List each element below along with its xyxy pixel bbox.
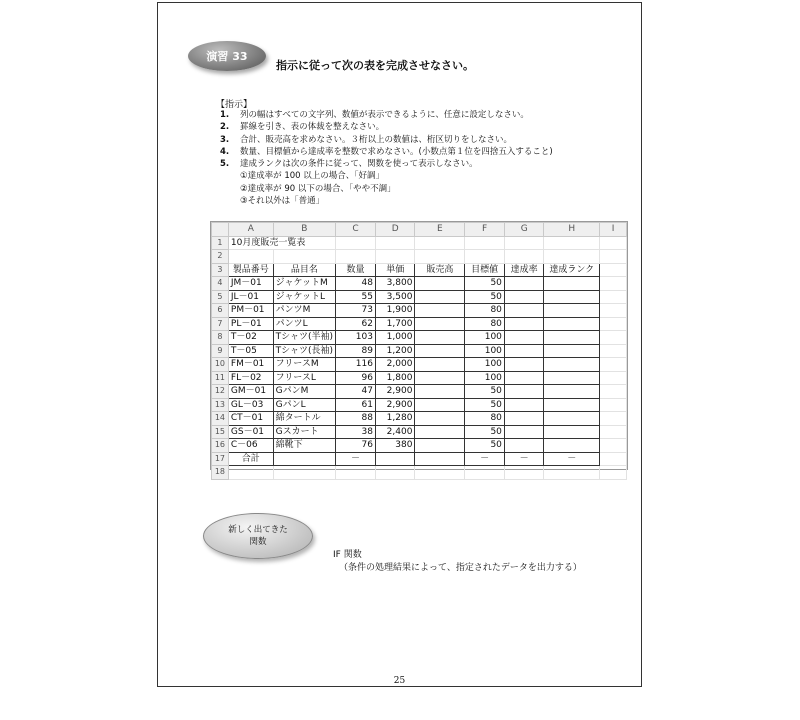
table-cell[interactable]: 100 — [465, 331, 505, 345]
table-cell[interactable]: 100 — [465, 358, 505, 372]
condition-item: ①達成率が 100 以上の場合、「好調」 — [240, 171, 384, 182]
cell[interactable] — [600, 304, 627, 318]
instruction-text: 列の幅はすべての文字列、数値が表示できるように、任意に設定しなさい。 — [240, 110, 529, 120]
table-cell[interactable] — [415, 398, 465, 412]
table-cell[interactable]: T－05 — [228, 344, 273, 358]
cell[interactable] — [600, 236, 627, 250]
table-cell[interactable] — [415, 425, 465, 439]
instruction-text: 合計、販売高を求めなさい。３桁以上の数値は、桁区切りをしなさい。 — [240, 134, 513, 145]
table-cell[interactable]: GパンL — [273, 398, 335, 412]
table-header-cell[interactable]: 単価 — [375, 263, 414, 277]
table-cell[interactable] — [544, 331, 600, 345]
table-cell[interactable]: 103 — [336, 331, 376, 345]
spreadsheet-body — [212, 223, 627, 480]
table-cell[interactable]: 55 — [336, 290, 376, 304]
total-cell[interactable] — [273, 452, 335, 466]
sheet-row — [212, 398, 627, 412]
sheet-row — [212, 317, 627, 331]
sheet-row — [212, 371, 627, 385]
column-header[interactable]: G — [504, 223, 544, 237]
cell[interactable] — [375, 466, 414, 480]
cell[interactable] — [228, 466, 273, 480]
table-cell[interactable]: 50 — [465, 425, 505, 439]
row-header[interactable]: 11 — [212, 371, 229, 385]
table-cell[interactable] — [504, 290, 544, 304]
table-cell[interactable] — [415, 290, 465, 304]
bubble-line: 関数 — [249, 537, 267, 547]
table-cell[interactable] — [504, 331, 544, 345]
table-cell[interactable]: PL－01 — [228, 317, 273, 331]
table-cell[interactable] — [415, 358, 465, 372]
cell[interactable] — [465, 250, 505, 264]
total-cell[interactable]: 合計 — [228, 452, 273, 466]
table-cell[interactable] — [544, 398, 600, 412]
table-cell[interactable]: FL－02 — [228, 371, 273, 385]
table-header-cell[interactable]: 達成率 — [504, 263, 544, 277]
instruction-item — [220, 158, 553, 170]
table-cell[interactable]: T－02 — [228, 331, 273, 345]
row-header[interactable]: 9 — [212, 344, 229, 358]
table-cell[interactable]: 48 — [336, 277, 376, 291]
sheet-row — [212, 331, 627, 345]
column-header[interactable]: D — [375, 223, 414, 237]
cell[interactable] — [600, 371, 627, 385]
total-cell[interactable]: － — [504, 452, 544, 466]
table-cell[interactable]: 62 — [336, 317, 376, 331]
instruction-number: 5. — [220, 159, 230, 170]
total-cell[interactable] — [375, 452, 414, 466]
table-cell[interactable] — [544, 371, 600, 385]
table-header-cell[interactable]: 品目名 — [273, 263, 335, 277]
table-cell[interactable]: 2,900 — [375, 385, 414, 399]
table-cell[interactable] — [415, 331, 465, 345]
column-header[interactable]: E — [415, 223, 465, 237]
new-function-bubble — [203, 513, 313, 559]
table-cell[interactable]: C－06 — [228, 439, 273, 453]
table-cell[interactable] — [504, 398, 544, 412]
cell[interactable] — [600, 398, 627, 412]
table-cell[interactable]: Tシャツ(長袖) — [273, 344, 335, 358]
cell[interactable] — [273, 250, 335, 264]
sheet-row — [212, 277, 627, 291]
table-cell[interactable]: 3,800 — [375, 277, 414, 291]
table-header-cell[interactable]: 目標値 — [465, 263, 505, 277]
table-cell[interactable]: 38 — [336, 425, 376, 439]
table-cell[interactable]: 116 — [336, 358, 376, 372]
table-cell[interactable] — [415, 304, 465, 318]
table-header-cell[interactable]: 数量 — [336, 263, 376, 277]
table-cell[interactable]: 綿靴下 — [273, 439, 335, 453]
cell[interactable] — [273, 466, 335, 480]
cell[interactable] — [600, 331, 627, 345]
instruction-number: 3. — [220, 134, 230, 145]
column-header[interactable]: B — [273, 223, 335, 237]
table-cell[interactable] — [415, 371, 465, 385]
row-header[interactable]: 8 — [212, 331, 229, 345]
table-cell[interactable]: 1,280 — [375, 412, 414, 426]
table-cell[interactable]: 50 — [465, 277, 505, 291]
cell[interactable] — [504, 236, 544, 250]
row-header[interactable]: 18 — [212, 466, 229, 480]
cell[interactable] — [600, 263, 627, 277]
function-description: （条件の処理結果によって、指定されたデータを出力する） — [339, 563, 582, 573]
sheet-row — [212, 358, 627, 372]
cell[interactable] — [336, 466, 376, 480]
table-cell[interactable]: ジャケットL — [273, 290, 335, 304]
table-cell[interactable]: CT－01 — [228, 412, 273, 426]
cell[interactable] — [544, 466, 600, 480]
column-header[interactable]: A — [228, 223, 273, 237]
table-cell[interactable] — [504, 317, 544, 331]
table-cell[interactable]: GL－03 — [228, 398, 273, 412]
row-header[interactable]: 5 — [212, 290, 229, 304]
cell[interactable] — [600, 250, 627, 264]
row-header[interactable]: 15 — [212, 425, 229, 439]
row-header[interactable]: 7 — [212, 317, 229, 331]
table-cell[interactable]: 80 — [465, 317, 505, 331]
table-cell[interactable]: 47 — [336, 385, 376, 399]
sheet-row — [212, 452, 627, 466]
table-cell[interactable]: 96 — [336, 371, 376, 385]
instruction-number: 2. — [220, 122, 230, 133]
cell[interactable] — [504, 250, 544, 264]
table-cell[interactable]: GパンM — [273, 385, 335, 399]
sheet-row — [212, 425, 627, 439]
condition-item: ②達成率が 90 以下の場合、「やや不調」 — [240, 183, 396, 194]
cell[interactable] — [600, 344, 627, 358]
function-name: IF 関数 — [333, 550, 362, 560]
table-cell[interactable] — [504, 371, 544, 385]
cell[interactable] — [600, 452, 627, 466]
table-cell[interactable]: GS－01 — [228, 425, 273, 439]
table-cell[interactable] — [544, 439, 600, 453]
table-cell[interactable] — [544, 344, 600, 358]
cell[interactable] — [600, 385, 627, 399]
instructions-list — [220, 109, 553, 207]
row-header[interactable]: 2 — [212, 250, 229, 264]
table-cell[interactable] — [504, 385, 544, 399]
cell[interactable] — [415, 250, 465, 264]
table-cell[interactable] — [415, 385, 465, 399]
table-cell[interactable]: 1,900 — [375, 304, 414, 318]
instruction-text: 達成ランクは次の条件に従って、関数を使って表示しなさい。 — [240, 159, 478, 170]
table-header-cell[interactable]: 製品番号 — [228, 263, 273, 277]
cell[interactable] — [544, 236, 600, 250]
total-cell[interactable]: － — [465, 452, 505, 466]
instruction-number: 4. — [220, 146, 230, 157]
sheet-row — [212, 439, 627, 453]
table-cell[interactable]: GM－01 — [228, 385, 273, 399]
table-cell[interactable] — [504, 304, 544, 318]
table-cell[interactable]: 80 — [465, 304, 505, 318]
table-cell[interactable]: フリースL — [273, 371, 335, 385]
table-cell[interactable]: 2,900 — [375, 398, 414, 412]
cell[interactable] — [465, 466, 505, 480]
table-cell[interactable] — [504, 412, 544, 426]
table-cell[interactable]: パンツL — [273, 317, 335, 331]
row-header[interactable]: 12 — [212, 385, 229, 399]
sheet-row — [212, 385, 627, 399]
sheet-row — [212, 466, 627, 480]
sheet-row — [212, 290, 627, 304]
table-cell[interactable]: 1,000 — [375, 331, 414, 345]
sheet-title[interactable]: 10月度販売一覧表 — [228, 236, 335, 250]
page-number: 25 — [393, 676, 406, 686]
table-cell[interactable] — [544, 277, 600, 291]
sheet-row — [212, 250, 627, 264]
table-cell[interactable]: 73 — [336, 304, 376, 318]
table-cell[interactable] — [544, 358, 600, 372]
table-cell[interactable]: Gスカート — [273, 425, 335, 439]
table-cell[interactable]: フリースM — [273, 358, 335, 372]
table-cell[interactable]: FM－01 — [228, 358, 273, 372]
exercise-badge: 演習 33 — [188, 41, 266, 71]
table-cell[interactable] — [544, 290, 600, 304]
row-header[interactable]: 10 — [212, 358, 229, 372]
condition-item: ③それ以外は「普通」 — [240, 196, 325, 207]
total-cell[interactable] — [415, 452, 465, 466]
table-cell[interactable]: 100 — [465, 344, 505, 358]
table-cell[interactable]: 88 — [336, 412, 376, 426]
table-cell[interactable]: 89 — [336, 344, 376, 358]
sheet-row — [212, 236, 627, 250]
row-header[interactable]: 13 — [212, 398, 229, 412]
table-cell[interactable] — [504, 425, 544, 439]
cell[interactable] — [600, 425, 627, 439]
cell[interactable] — [600, 277, 627, 291]
cell[interactable] — [465, 236, 505, 250]
table-cell[interactable]: Tシャツ(半袖) — [273, 331, 335, 345]
table-cell[interactable]: 3,500 — [375, 290, 414, 304]
column-header-row — [212, 223, 627, 237]
row-header[interactable]: 16 — [212, 439, 229, 453]
cell[interactable] — [600, 290, 627, 304]
table-cell[interactable]: 2,000 — [375, 358, 414, 372]
table-cell[interactable]: 80 — [465, 412, 505, 426]
sheet-row — [212, 344, 627, 358]
total-cell[interactable]: － — [336, 452, 376, 466]
spreadsheet-grid — [211, 222, 627, 480]
document-page — [157, 2, 642, 687]
cell[interactable] — [600, 439, 627, 453]
row-header[interactable]: 1 — [212, 236, 229, 250]
sheet-row — [212, 304, 627, 318]
table-cell[interactable] — [415, 439, 465, 453]
cell[interactable] — [336, 236, 376, 250]
sheet-row — [212, 412, 627, 426]
table-cell[interactable]: JL－01 — [228, 290, 273, 304]
cell[interactable] — [600, 358, 627, 372]
column-header[interactable]: I — [600, 223, 627, 237]
row-header[interactable]: 6 — [212, 304, 229, 318]
table-cell[interactable]: ジャケットM — [273, 277, 335, 291]
spreadsheet — [210, 221, 628, 476]
instruction-item — [220, 109, 553, 121]
table-cell[interactable] — [504, 344, 544, 358]
instruction-item — [220, 134, 553, 146]
table-cell[interactable]: PM－01 — [228, 304, 273, 318]
table-cell[interactable] — [504, 358, 544, 372]
table-cell[interactable]: 綿タートル — [273, 412, 335, 426]
bubble-line: 新しく出てきた — [228, 525, 288, 535]
instruction-text: 数量、目標値から達成率を整数で求めなさい。(小数点第１位を四捨五入すること) — [240, 146, 553, 157]
table-cell[interactable] — [415, 344, 465, 358]
cell[interactable] — [544, 250, 600, 264]
cell[interactable] — [600, 466, 627, 480]
cell[interactable] — [600, 317, 627, 331]
cell[interactable] — [504, 466, 544, 480]
row-header[interactable]: 14 — [212, 412, 229, 426]
cell[interactable] — [415, 466, 465, 480]
table-cell[interactable]: 1,700 — [375, 317, 414, 331]
table-cell[interactable]: 76 — [336, 439, 376, 453]
row-header[interactable]: 4 — [212, 277, 229, 291]
sheet-row — [212, 263, 627, 277]
exercise-title: 指示に従って次の表を完成させなさい。 — [276, 59, 474, 72]
table-cell[interactable]: 50 — [465, 398, 505, 412]
table-cell[interactable] — [544, 317, 600, 331]
column-header[interactable]: F — [465, 223, 505, 237]
table-header-cell[interactable]: 達成ランク — [544, 263, 600, 277]
cell[interactable] — [375, 236, 414, 250]
table-cell[interactable] — [544, 385, 600, 399]
table-cell[interactable] — [544, 425, 600, 439]
table-cell[interactable]: 61 — [336, 398, 376, 412]
table-cell[interactable] — [415, 277, 465, 291]
table-cell[interactable] — [415, 317, 465, 331]
table-header-cell[interactable]: 販売高 — [415, 263, 465, 277]
table-cell[interactable]: 380 — [375, 439, 414, 453]
table-cell[interactable] — [504, 439, 544, 453]
table-cell[interactable]: 50 — [465, 439, 505, 453]
table-cell[interactable] — [415, 412, 465, 426]
column-header[interactable]: H — [544, 223, 600, 237]
table-cell[interactable]: 50 — [465, 385, 505, 399]
table-cell[interactable] — [544, 412, 600, 426]
table-cell[interactable]: 100 — [465, 371, 505, 385]
instruction-item — [220, 146, 553, 158]
table-cell[interactable]: 2,400 — [375, 425, 414, 439]
table-cell[interactable]: 50 — [465, 290, 505, 304]
table-cell[interactable] — [544, 304, 600, 318]
cell[interactable] — [336, 250, 376, 264]
row-header[interactable]: 3 — [212, 263, 229, 277]
column-header[interactable]: C — [336, 223, 376, 237]
cell[interactable] — [415, 236, 465, 250]
table-cell[interactable]: パンツM — [273, 304, 335, 318]
cell[interactable] — [228, 250, 273, 264]
table-cell[interactable]: JM－01 — [228, 277, 273, 291]
instructions-heading: 【指示】 — [216, 100, 253, 110]
row-header[interactable]: 17 — [212, 452, 229, 466]
column-header[interactable] — [212, 223, 229, 237]
instruction-text: 罫線を引き、表の体裁を整えなさい。 — [240, 122, 385, 133]
instruction-number: 1. — [220, 110, 230, 120]
cell[interactable] — [375, 250, 414, 264]
table-cell[interactable]: 1,200 — [375, 344, 414, 358]
total-cell[interactable]: － — [544, 452, 600, 466]
cell[interactable] — [600, 412, 627, 426]
instruction-item — [220, 121, 553, 133]
table-cell[interactable] — [504, 277, 544, 291]
table-cell[interactable]: 1,800 — [375, 371, 414, 385]
